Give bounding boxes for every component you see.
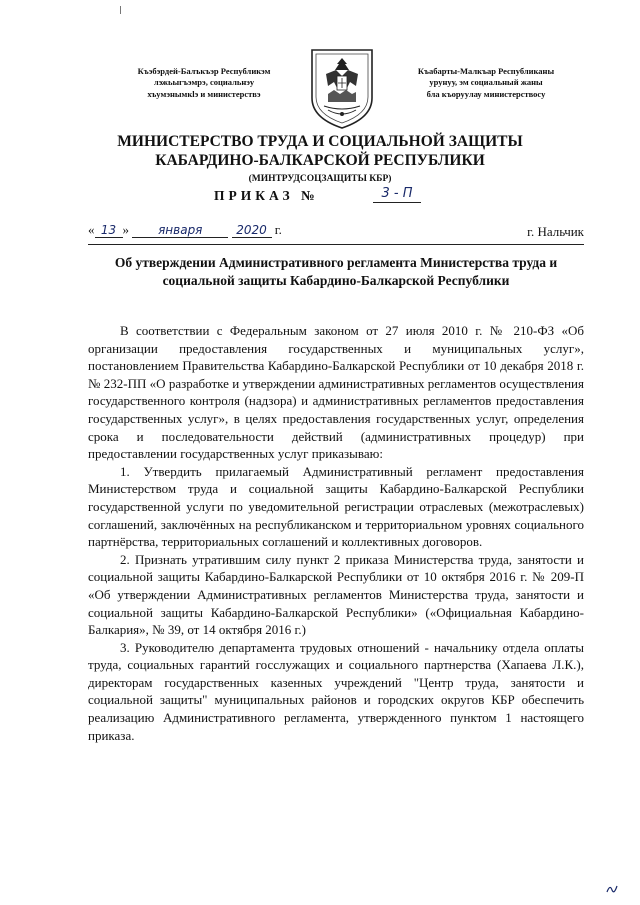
item-2-paragraph: 2. Признать утратившим силу пункт 2 приказа Министерства труда, занятости и социальной защиты Кабардино-Балкарской Республики от 10 октября 2016 г. № 209-П «Об утверждении Административных регламентов Министерства труда, занятости и социальной защиты Кабардино-Балкарской Республики» («Официальная Кабардино-Балкария», № 39, от 14 октября 2016 г.) — [88, 551, 584, 638]
date-month: января — [132, 223, 228, 238]
header-balkar-line: урунуу, эм социальный жаны — [429, 77, 543, 88]
city: г. Нальчик — [527, 224, 584, 239]
scan-mark — [120, 6, 121, 14]
preamble-paragraph: В соответствии с Федеральным законом от 27 июля 2010 г. № 210-ФЗ «Об организации предоставления государственных и муниципальных услуг», постановлением Правительства Кабардино-Балкарской Республики от 10 декабря 2018 г. № 232-ПП «О разработке и утверждении административных регламентов осуществления государственного контроля (надзора) и административных регламентов предоставления государственных услуг», в целях предоставления государственных услуг, определения срока и последовательности действий (административных процедур) при предоставлении государственных услуг приказываю: — [88, 323, 584, 462]
ministry-name-line1: МИНИСТЕРСТВО ТРУДА И СОЦИАЛЬНОЙ ЗАЩИТЫ — [117, 133, 523, 150]
coat-of-arms-icon — [306, 46, 378, 130]
ministry-heading — [80, 132, 560, 186]
order-date — [88, 222, 282, 238]
date-day: 13 — [95, 223, 123, 238]
order-label: ПРИКАЗ № — [214, 188, 319, 203]
order-number: 3 - П — [373, 186, 421, 203]
header-balkar — [386, 66, 586, 100]
date-close-quote: » — [122, 222, 129, 237]
header-kabardian-line: хъумэнымкlэ и министерствэ — [147, 88, 261, 99]
initials-mark-icon — [605, 882, 619, 896]
ministry-name-line2: КАБАРДИНО-БАЛКАРСКОЙ РЕСПУБЛИКИ — [155, 152, 485, 169]
item-3-paragraph: 3. Руководителю департамента трудовых отношений - начальнику отдела оплаты труда, социальных гарантий госслужащих и социального партнерства (Хапаева Л.К.), директорам государственных казенных учреждений "Центр труда, занятости и социальной защиты" муниципальных районов и городских округов КБР обеспечить реализацию Административного регламента, утвержденного пунктом 1 настоящего приказа. — [88, 639, 584, 743]
header-balkar-line: Къабарты-Малкъар Республиканы — [417, 66, 555, 76]
header-kabardian-line: Къэбэрдей-Балъкъэр Республикэм — [137, 66, 271, 76]
header-balkar-line: бла къоруулау министерствосу — [426, 88, 546, 99]
header-kabardian — [104, 66, 304, 100]
header-kabardian-line: лэжьыгъэмрэ, социальнэу — [153, 77, 255, 88]
document-body — [88, 322, 584, 744]
header-divider — [88, 244, 584, 245]
item-1-paragraph: 1. Утвердить прилагаемый Административный регламент предоставления Министерством труда и социальной защиты Кабардино-Балкарской Республики государственной услуги по уведомительной регистрации отраслевых (межотраслевых) соглашений, заключённых на республиканском и территориальном уровнях социального партнёрства, территориальных соглашений и коллективных договоров. — [88, 463, 584, 550]
date-suffix: г. — [274, 222, 282, 237]
date-year: 2020 — [232, 223, 272, 238]
date-open-quote: « — [88, 222, 95, 237]
document-title: Об утверждении Административного регламента Министерства труда и социальной защиты Кабардино-Балкарской Республики — [114, 255, 558, 288]
ministry-short-name: (МИНТРУДСОЦЗАЩИТЫ КБР) — [248, 174, 392, 184]
